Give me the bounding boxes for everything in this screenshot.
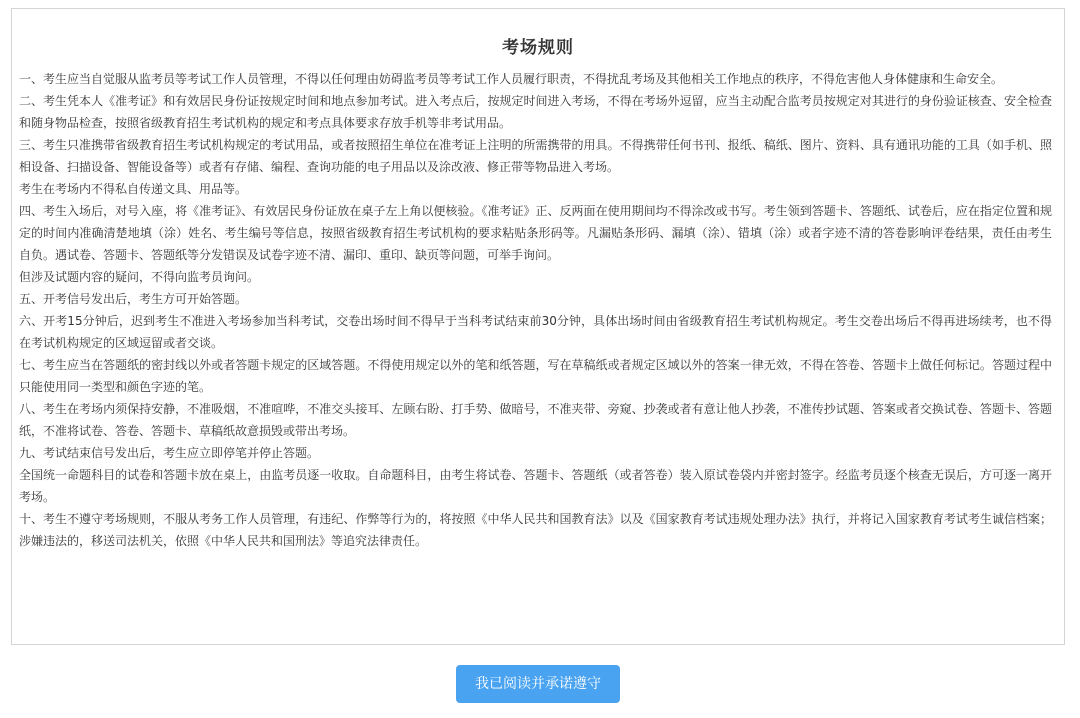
exam-rules-panel — [11, 8, 1065, 645]
rule-paragraph-9-note: 全国统一命题科目的试卷和答题卡放在桌上，由监考员逐一收取。自命题科目，由考生将试卷、答题卡、答题纸（或者答卷）装入原试卷袋内并密封签字。经监考员逐个核查无误后，方可逐一离开考场。 — [19, 468, 1052, 504]
rules-title: 考场规则 — [502, 38, 574, 58]
rule-paragraph-3: 三、考生只准携带省级教育招生考试机构规定的考试用品，或者按照招生单位在准考证上注明的所需携带的用具。不得携带任何书刊、报纸、稿纸、图片、资料、具有通讯功能的工具（如手机、照相设备、扫描设备、智能设备等）或者有存储、编程、查询功能的电子用品以及涂改液、修正带等物品进入考场。 — [19, 138, 1052, 174]
rule-paragraph-3-note: 考生在考场内不得私自传递文具、用品等。 — [19, 182, 248, 196]
rule-paragraph-9: 九、考试结束信号发出后，考生应立即停笔并停止答题。 — [19, 446, 320, 460]
rule-paragraph-1: 一、考生应当自觉服从监考员等考试工作人员管理，不得以任何理由妨碍监考员等考试工作人员履行职责，不得扰乱考场及其他相关工作地点的秩序，不得危害他人身体健康和生命安全。 — [19, 72, 1004, 86]
rule-paragraph-5: 五、开考信号发出后，考生方可开始答题。 — [19, 292, 248, 306]
rule-paragraph-4-note: 但涉及试题内容的疑问，不得向监考员询问。 — [19, 270, 260, 284]
rule-paragraph-6: 六、开考15分钟后，迟到考生不准进入考场参加当科考试，交卷出场时间不得早于当科考试结束前30分钟，具体出场时间由省级教育招生考试机构规定。考生交卷出场后不得再进场续考，也不得在考试机构规定的区域逗留或者交谈。 — [19, 314, 1052, 350]
rule-paragraph-4: 四、考生入场后，对号入座，将《准考证》、有效居民身份证放在桌子左上角以便核验。《准考证》正、反两面在使用期间均不得涂改或书写。考生领到答题卡、答题纸、试卷后，应在指定位置和规定的时间内准确清楚地填（涂）姓名、考生编号等信息，按照省级教育招生考试机构的要求粘贴条形码等。凡漏贴条形码、漏填（涂）、错填（涂）或者字迹不清的答卷影响评卷结果，责任由考生自负。遇试卷、答题卡、答题纸等分发错误及试卷字迹不清、漏印、重印、缺页等问题，可举手询问。 — [19, 204, 1052, 262]
rule-paragraph-10: 十、考生不遵守考场规则，不服从考务工作人员管理，有违纪、作弊等行为的，将按照《中华人民共和国教育法》以及《国家教育考试违规处理办法》执行，并将记入国家教育考试考生诚信档案；涉嫌违法的，移送司法机关，依照《中华人民共和国刑法》等追究法律责任。 — [19, 512, 1052, 548]
rule-paragraph-2: 二、考生凭本人《准考证》和有效居民身份证按规定时间和地点参加考试。进入考点后，按规定时间进入考场，不得在考场外逗留，应当主动配合监考员按规定对其进行的身份验证核查、安全检查和随身物品检查，按照省级教育招生考试机构的规定和考点具体要求存放手机等非考试用品。 — [19, 94, 1052, 130]
rule-paragraph-8: 八、考生在考场内须保持安静，不准吸烟，不准喧哗，不准交头接耳、左顾右盼、打手势、做暗号，不准夹带、旁窥、抄袭或者有意让他人抄袭，不准传抄试题、答案或者交换试卷、答题卡、答题纸，不准将试卷、答卷、答题卡、草稿纸故意损毁或带出考场。 — [19, 402, 1052, 438]
confirm-read-button[interactable]: 我已阅读并承诺遵守 — [456, 665, 620, 703]
rule-paragraph-7: 七、考生应当在答题纸的密封线以外或者答题卡规定的区域答题。不得使用规定以外的笔和纸答题，写在草稿纸或者规定区域以外的答案一律无效，不得在答卷、答题卡上做任何标记。答题过程中只能使用同一类型和颜色字迹的笔。 — [19, 358, 1052, 394]
rules-body — [19, 68, 1052, 552]
